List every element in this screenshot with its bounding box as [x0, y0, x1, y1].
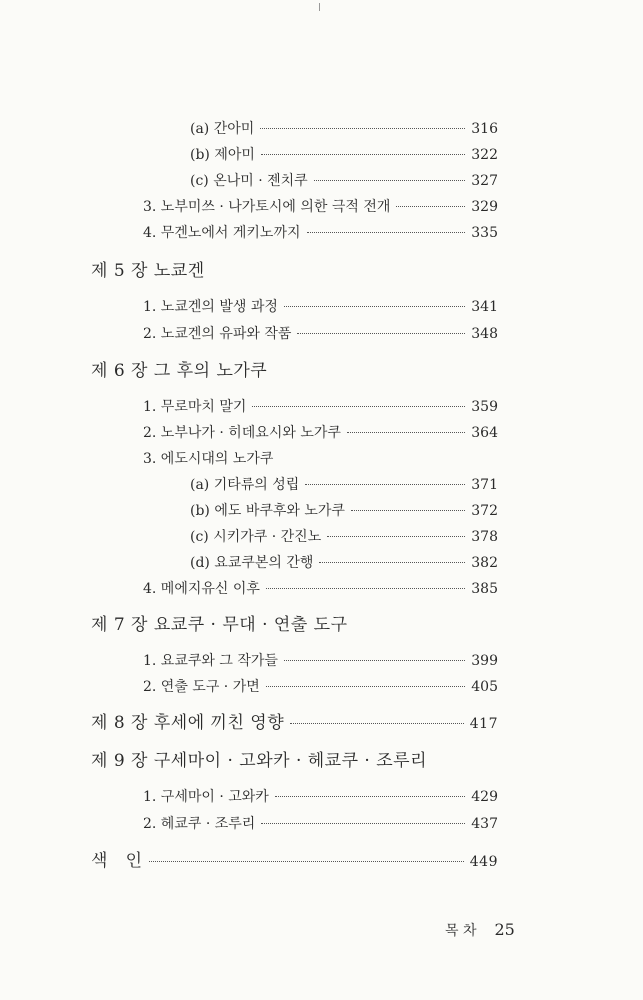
toc-entry-label: (a) 간아미 — [190, 121, 255, 137]
dot-leader — [290, 723, 464, 724]
chapter-title: 제 7 장 요쿄쿠 · 무대 · 연출 도구 — [91, 615, 348, 635]
toc-entry-label: 3. 노부미쓰 · 나가토시에 의한 극적 전개 — [143, 199, 391, 215]
dot-leader — [351, 510, 465, 511]
chapter-title: 제 5 장 노쿄겐 — [91, 261, 205, 281]
toc-entry-label: 2. 노쿄겐의 유파와 작품 — [143, 326, 292, 342]
toc-entry[interactable] — [143, 788, 498, 806]
toc-entry[interactable] — [190, 146, 498, 164]
toc-entry-label: 2. 노부나가 · 히데요시와 노가쿠 — [143, 425, 341, 441]
toc-entry-page: 385 — [471, 581, 498, 597]
toc-entry-label: 3. 에도시대의 노가쿠 — [143, 451, 274, 467]
toc-entry-label: (a) 기타류의 성립 — [190, 477, 300, 493]
chapter-title: 제 8 장 후세에 끼친 영향 — [91, 713, 285, 733]
toc-entry-label: 2. 헤쿄쿠 · 조루리 — [143, 816, 256, 832]
toc-entry[interactable] — [143, 652, 498, 670]
toc-entry-page: 364 — [471, 425, 498, 441]
toc-entry[interactable] — [190, 502, 498, 520]
toc-entry-page: 399 — [471, 653, 498, 669]
dot-leader — [261, 823, 465, 824]
chapter-heading[interactable] — [91, 714, 498, 733]
chapter-heading[interactable] — [91, 616, 498, 634]
chapter-title: 제 6 장 그 후의 노가쿠 — [91, 361, 268, 381]
toc-entry[interactable] — [190, 172, 498, 190]
dot-leader — [252, 406, 465, 407]
index-label: 색 인 — [91, 851, 143, 871]
dot-leader — [149, 861, 464, 862]
toc-entry[interactable] — [143, 398, 498, 416]
page-edge-mark — [319, 3, 320, 11]
toc-entry-label: 1. 무로마치 말기 — [143, 399, 247, 415]
dot-leader — [266, 588, 465, 589]
dot-leader — [284, 660, 465, 661]
dot-leader — [396, 206, 465, 207]
dot-leader — [327, 536, 465, 537]
dot-leader — [314, 180, 466, 181]
toc-entry[interactable] — [190, 120, 498, 138]
toc-entry-label: (c) 시키가쿠 · 간진노 — [190, 529, 322, 545]
dot-leader — [266, 686, 466, 687]
chapter-heading[interactable] — [91, 262, 498, 280]
page-number: 25 — [494, 920, 515, 939]
toc-entry-page: 327 — [471, 173, 498, 189]
toc-entry-page: 378 — [471, 529, 498, 545]
index-entry[interactable] — [91, 852, 498, 871]
dot-leader — [261, 154, 465, 155]
dot-leader — [260, 128, 465, 129]
toc-entry-page: 335 — [471, 225, 498, 241]
toc-entry-page: 449 — [469, 854, 498, 870]
toc-entry-page: 417 — [469, 716, 498, 732]
toc-entry-page: 405 — [471, 679, 498, 695]
dot-leader — [319, 562, 465, 563]
toc-entry-page: 329 — [471, 199, 498, 215]
toc-entry[interactable] — [143, 325, 498, 343]
dot-leader — [347, 432, 465, 433]
toc-entry-label: 1. 노쿄겐의 발생 과정 — [143, 299, 278, 315]
toc-entry-label: 4. 메에지유신 이후 — [143, 581, 260, 597]
toc-entry-label: (d) 요쿄쿠본의 간행 — [190, 555, 314, 571]
toc-entry-label: 4. 무겐노에서 게키노까지 — [143, 225, 301, 241]
toc-entry[interactable] — [143, 224, 498, 242]
chapter-heading[interactable] — [91, 362, 498, 380]
toc-entry-page: 437 — [471, 816, 498, 832]
dot-leader — [307, 232, 466, 233]
toc-entry[interactable] — [143, 198, 498, 216]
toc-entry-label: (c) 온나미 · 젠치쿠 — [190, 173, 308, 189]
toc-entry[interactable] — [143, 450, 498, 468]
toc-entry[interactable] — [190, 528, 498, 546]
dot-leader — [284, 306, 465, 307]
toc-entry[interactable] — [143, 815, 498, 833]
toc-entry-page: 371 — [471, 477, 498, 493]
dot-leader — [305, 484, 465, 485]
toc-entry-label: (b) 에도 바쿠후와 노가쿠 — [190, 503, 345, 519]
toc-entry-label: 2. 연출 도구 · 가면 — [143, 679, 260, 695]
toc-entry[interactable] — [190, 554, 498, 572]
toc-entry-page: 372 — [471, 503, 498, 519]
toc-entry-page: 316 — [471, 121, 498, 137]
toc-entry-page: 341 — [471, 299, 498, 315]
dot-leader — [297, 333, 465, 334]
toc-entry[interactable] — [143, 580, 498, 598]
toc-entry-page: 348 — [471, 326, 498, 342]
chapter-title: 제 9 장 구세마이 · 고와카 · 헤쿄쿠 · 조루리 — [91, 751, 427, 771]
toc-entry-label: 1. 구세마이 · 고와카 — [143, 789, 269, 805]
toc-entry-page: 429 — [471, 789, 498, 805]
footer-section-label: 목 차 — [445, 923, 477, 939]
toc-entry-label: 1. 요쿄쿠와 그 작가들 — [143, 653, 278, 669]
toc-entry[interactable] — [190, 476, 498, 494]
toc-entry[interactable] — [143, 678, 498, 696]
page-footer — [445, 920, 515, 940]
toc-entry[interactable] — [143, 298, 498, 316]
dot-leader — [275, 796, 465, 797]
toc-entry-page: 382 — [471, 555, 498, 571]
toc-entry-label: (b) 제아미 — [190, 147, 255, 163]
toc-entry[interactable] — [143, 424, 498, 442]
toc-entry-page: 359 — [471, 399, 498, 415]
chapter-heading[interactable] — [91, 752, 498, 770]
toc-entry-page: 322 — [471, 147, 498, 163]
